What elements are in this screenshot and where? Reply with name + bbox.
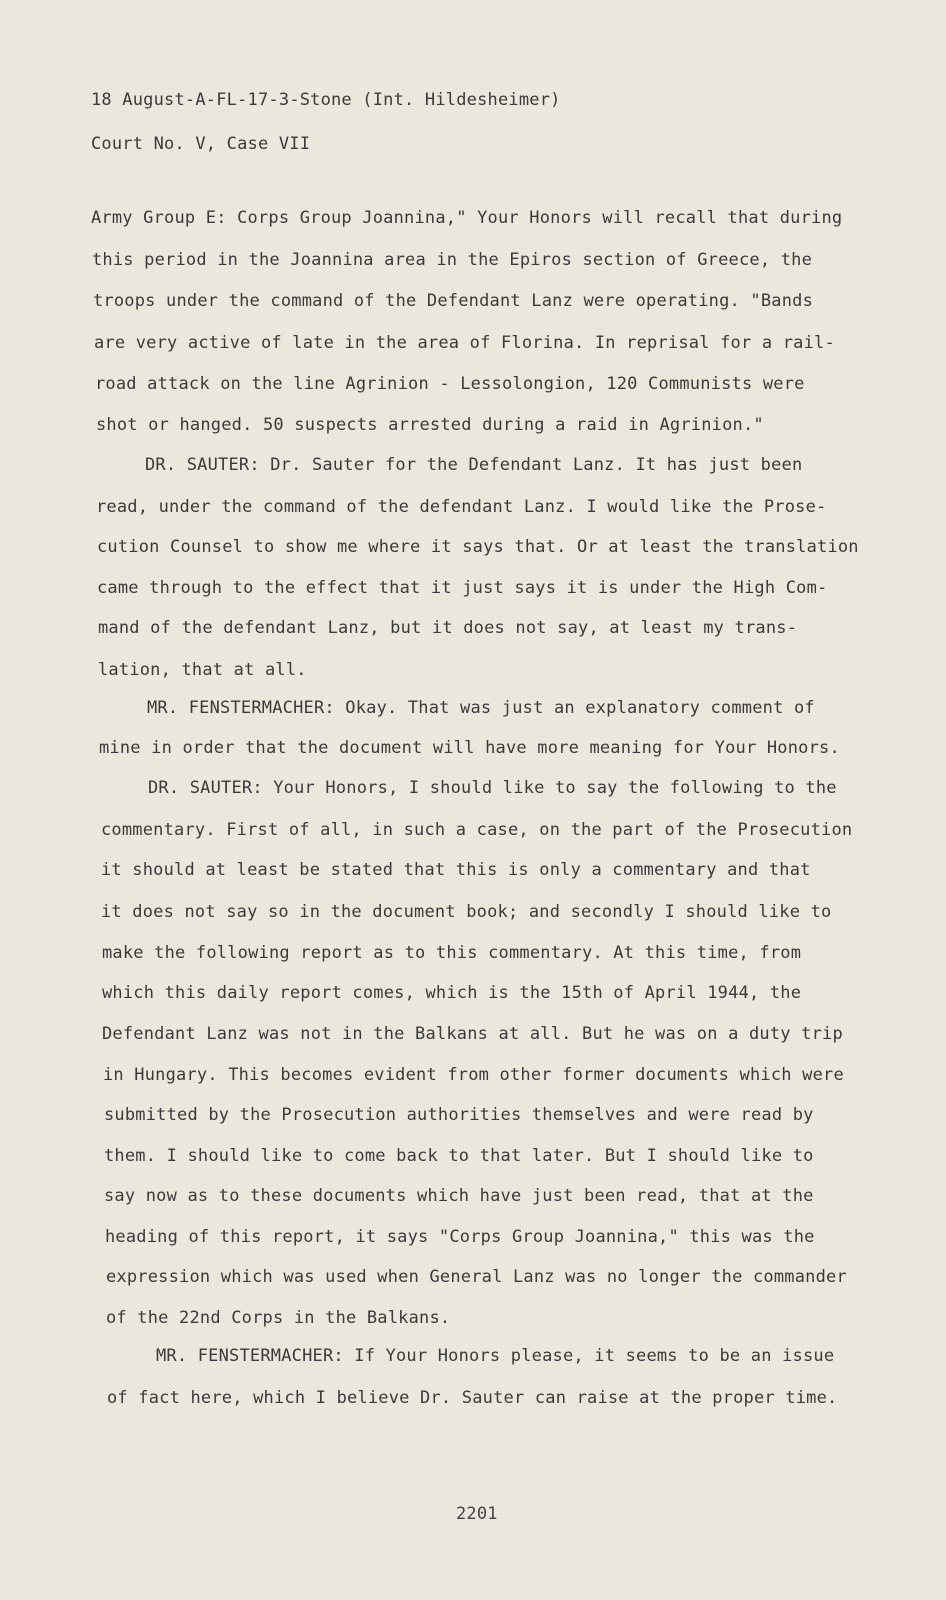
- text-line: in Hungary. This becomes evident from other former documents which were: [103, 1065, 844, 1085]
- text-line: are very active of late in the area of Florina. In reprisal for a rail-: [94, 333, 835, 353]
- text-line: commentary. First of all, in such a case, on the part of the Prosecution: [101, 820, 853, 840]
- page-number: 2201: [456, 1504, 498, 1524]
- text-line: heading of this report, it says "Corps Group Joannina," this was the: [105, 1227, 815, 1247]
- text-line: which this daily report comes, which is the 15th of April 1944, the: [102, 983, 802, 1003]
- text-line: troops under the command of the Defendant Lanz were operating. "Bands: [93, 291, 814, 311]
- text-line: mand of the defendant Lanz, but it does not say, at least my trans-: [98, 618, 798, 638]
- text-line: came through to the effect that it just says it is under the High Com-: [97, 578, 828, 598]
- text-line: submitted by the Prosecution authorities themselves and were read by: [104, 1105, 814, 1125]
- text-line: mine in order that the document will have more meaning for Your Honors.: [99, 738, 840, 758]
- text-line: make the following report as to this commentary. At this time, from: [102, 943, 802, 963]
- header-line-2: Court No. V, Case VII: [91, 134, 311, 154]
- text-line: Defendant Lanz was not in the Balkans at all. But he was on a duty trip: [102, 1024, 843, 1044]
- text-line: this period in the Joannina area in the Epiros section of Greece, the: [92, 250, 813, 270]
- text-line: DR. SAUTER: Dr. Sauter for the Defendant Lanz. It has just been: [145, 455, 803, 475]
- text-line: say now as to these documents which have just been read, that at the: [104, 1186, 814, 1206]
- text-line: expression which was used when General Lanz was no longer the commander: [106, 1267, 847, 1287]
- text-line: it should at least be stated that this is only a commentary and that: [101, 860, 811, 880]
- text-line: Army Group E: Corps Group Joannina," Your Honors will recall that during: [91, 208, 843, 228]
- text-line: lation, that at all.: [98, 660, 307, 680]
- text-line: read, under the command of the defendant Lanz. I would like the Prose-: [96, 497, 827, 517]
- text-line: them. I should like to come back to that later. But I should like to: [104, 1146, 814, 1166]
- text-line: of the 22nd Corps in the Balkans.: [106, 1308, 451, 1328]
- text-line: MR. FENSTERMACHER: If Your Honors please, it seems to be an issue: [156, 1346, 835, 1366]
- text-line: DR. SAUTER: Your Honors, I should like to say the following to the: [148, 778, 837, 798]
- text-line: MR. FENSTERMACHER: Okay. That was just an explanatory comment of: [147, 698, 815, 718]
- text-line: shot or hanged. 50 suspects arrested during a raid in Agrinion.": [96, 415, 764, 435]
- text-line: it does not say so in the document book; and secondly I should like to: [101, 902, 832, 922]
- text-line: of fact here, which I believe Dr. Sauter can raise at the proper time.: [107, 1388, 838, 1408]
- text-line: road attack on the line Agrinion - Lessolongion, 120 Communists were: [95, 374, 805, 394]
- header-line-1: 18 August-A-FL-17-3-Stone (Int. Hildesheimer): [91, 90, 561, 110]
- text-line: cution Counsel to show me where it says that. Or at least the translation: [97, 537, 859, 557]
